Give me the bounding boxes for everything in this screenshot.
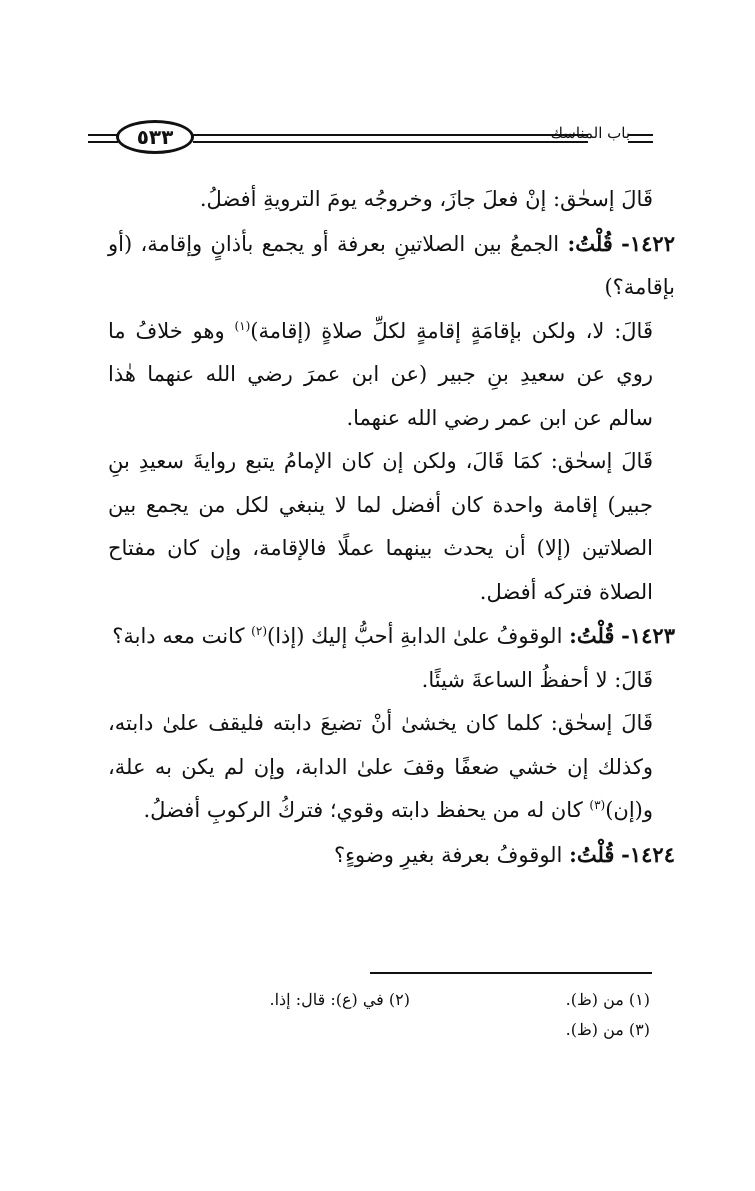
footnote-2: (٢) في (ع): قال: إذا. [269,990,410,1009]
question-text: الجمعُ بين الصلاتينِ بعرفة أو يجمع بأذانٍ وإقامة، (أو بإقامة؟) [108,231,675,299]
answer-text-cont: وهو خلافُ ما روي عن سعيدِ بنِ جبير (عن ابن عمرَ رضي الله عنهما هٰذا سالم عن ابن عمر رضي الله عنهما. [108,318,653,430]
question-number: ١٤٢٢- [621,230,675,256]
chapter-title: باب المناسك [550,124,630,142]
footnote-divider [370,972,652,974]
answer-1422 [108,310,653,441]
footnote-ref[interactable]: (١) [234,318,251,333]
footnote-3: (٣) من (ظ). [565,1020,650,1039]
page-header [88,118,653,158]
footnote-ref[interactable]: (٣) [589,798,606,812]
statement-text-cont: كان له من يحفظ دابته وقوي؛ فتركُ الركوبِ أفضلُ. [143,798,590,822]
footnote-ref[interactable]: (٢) [251,624,267,638]
qult-label: قُلْتُ: [569,841,615,867]
question-1424 [108,833,675,878]
question-number: ١٤٢٣- [621,623,675,648]
question-text: الوقوفُ علىٰ الدابةِ أحبُّ إليك (إذا) [267,624,563,648]
question-text-cont: كانت معه دابة؟ [112,624,252,648]
answer-1423: قَالَ: لا أحفظُ الساعةَ شيئًا. [421,667,653,692]
page-number: ٥٣٣ [116,120,194,154]
ishaq-statement-3 [108,702,653,833]
question-1423 [108,614,675,659]
footnote-row [170,1015,650,1045]
question-1422 [108,222,675,310]
header-rule-right [628,134,653,143]
question-number: ١٤٢٤- [621,841,675,867]
statement-text: قَالَ إسحٰق: كلما كان يخشىٰ أنْ تضيعَ دابته فليقف علىٰ دابته، وكذلك إن خشي ضعفًا وقفَ علىٰ الدابة، وإن لم يكن به علة، و(إن) [108,711,653,822]
answer-text: قَالَ: لا، ولكن بإقامَةٍ إقامةٍ لكلِّ صلاةٍ (إقامة) [250,318,653,343]
ishaq-statement-2: قَالَ إسحٰق: كمَا قَالَ، ولكن إن كان الإمامُ يتبع روايةَ سعيدِ بنِ جبير) إقامة واحدة كان أفضل لما لا ينبغي لكل من يجمع بين الصلاتين (إلا) أن يحدث بينهما عملًا فالإقامة، وإن كان مفتاح الصلاة فتركه أفضل. [108,449,653,604]
qult-label: قُلْتُ: [567,230,613,256]
footnote-1: (١) من (ظ). [565,990,650,1009]
header-rule-middle [193,134,588,143]
footnotes [170,985,650,1045]
question-text: الوقوفُ بعرفة بغيرِ وضوءٍ؟ [334,842,563,867]
header-rule-left [88,134,118,143]
ishaq-statement-1: قَالَ إسحٰق: إنْ فعلَ جازَ، وخروجُه يومَ الترويةِ أفضلُ. [199,187,653,211]
qult-label: قُلْتُ: [569,623,615,648]
footnote-row [170,985,650,1015]
main-text [108,178,675,877]
